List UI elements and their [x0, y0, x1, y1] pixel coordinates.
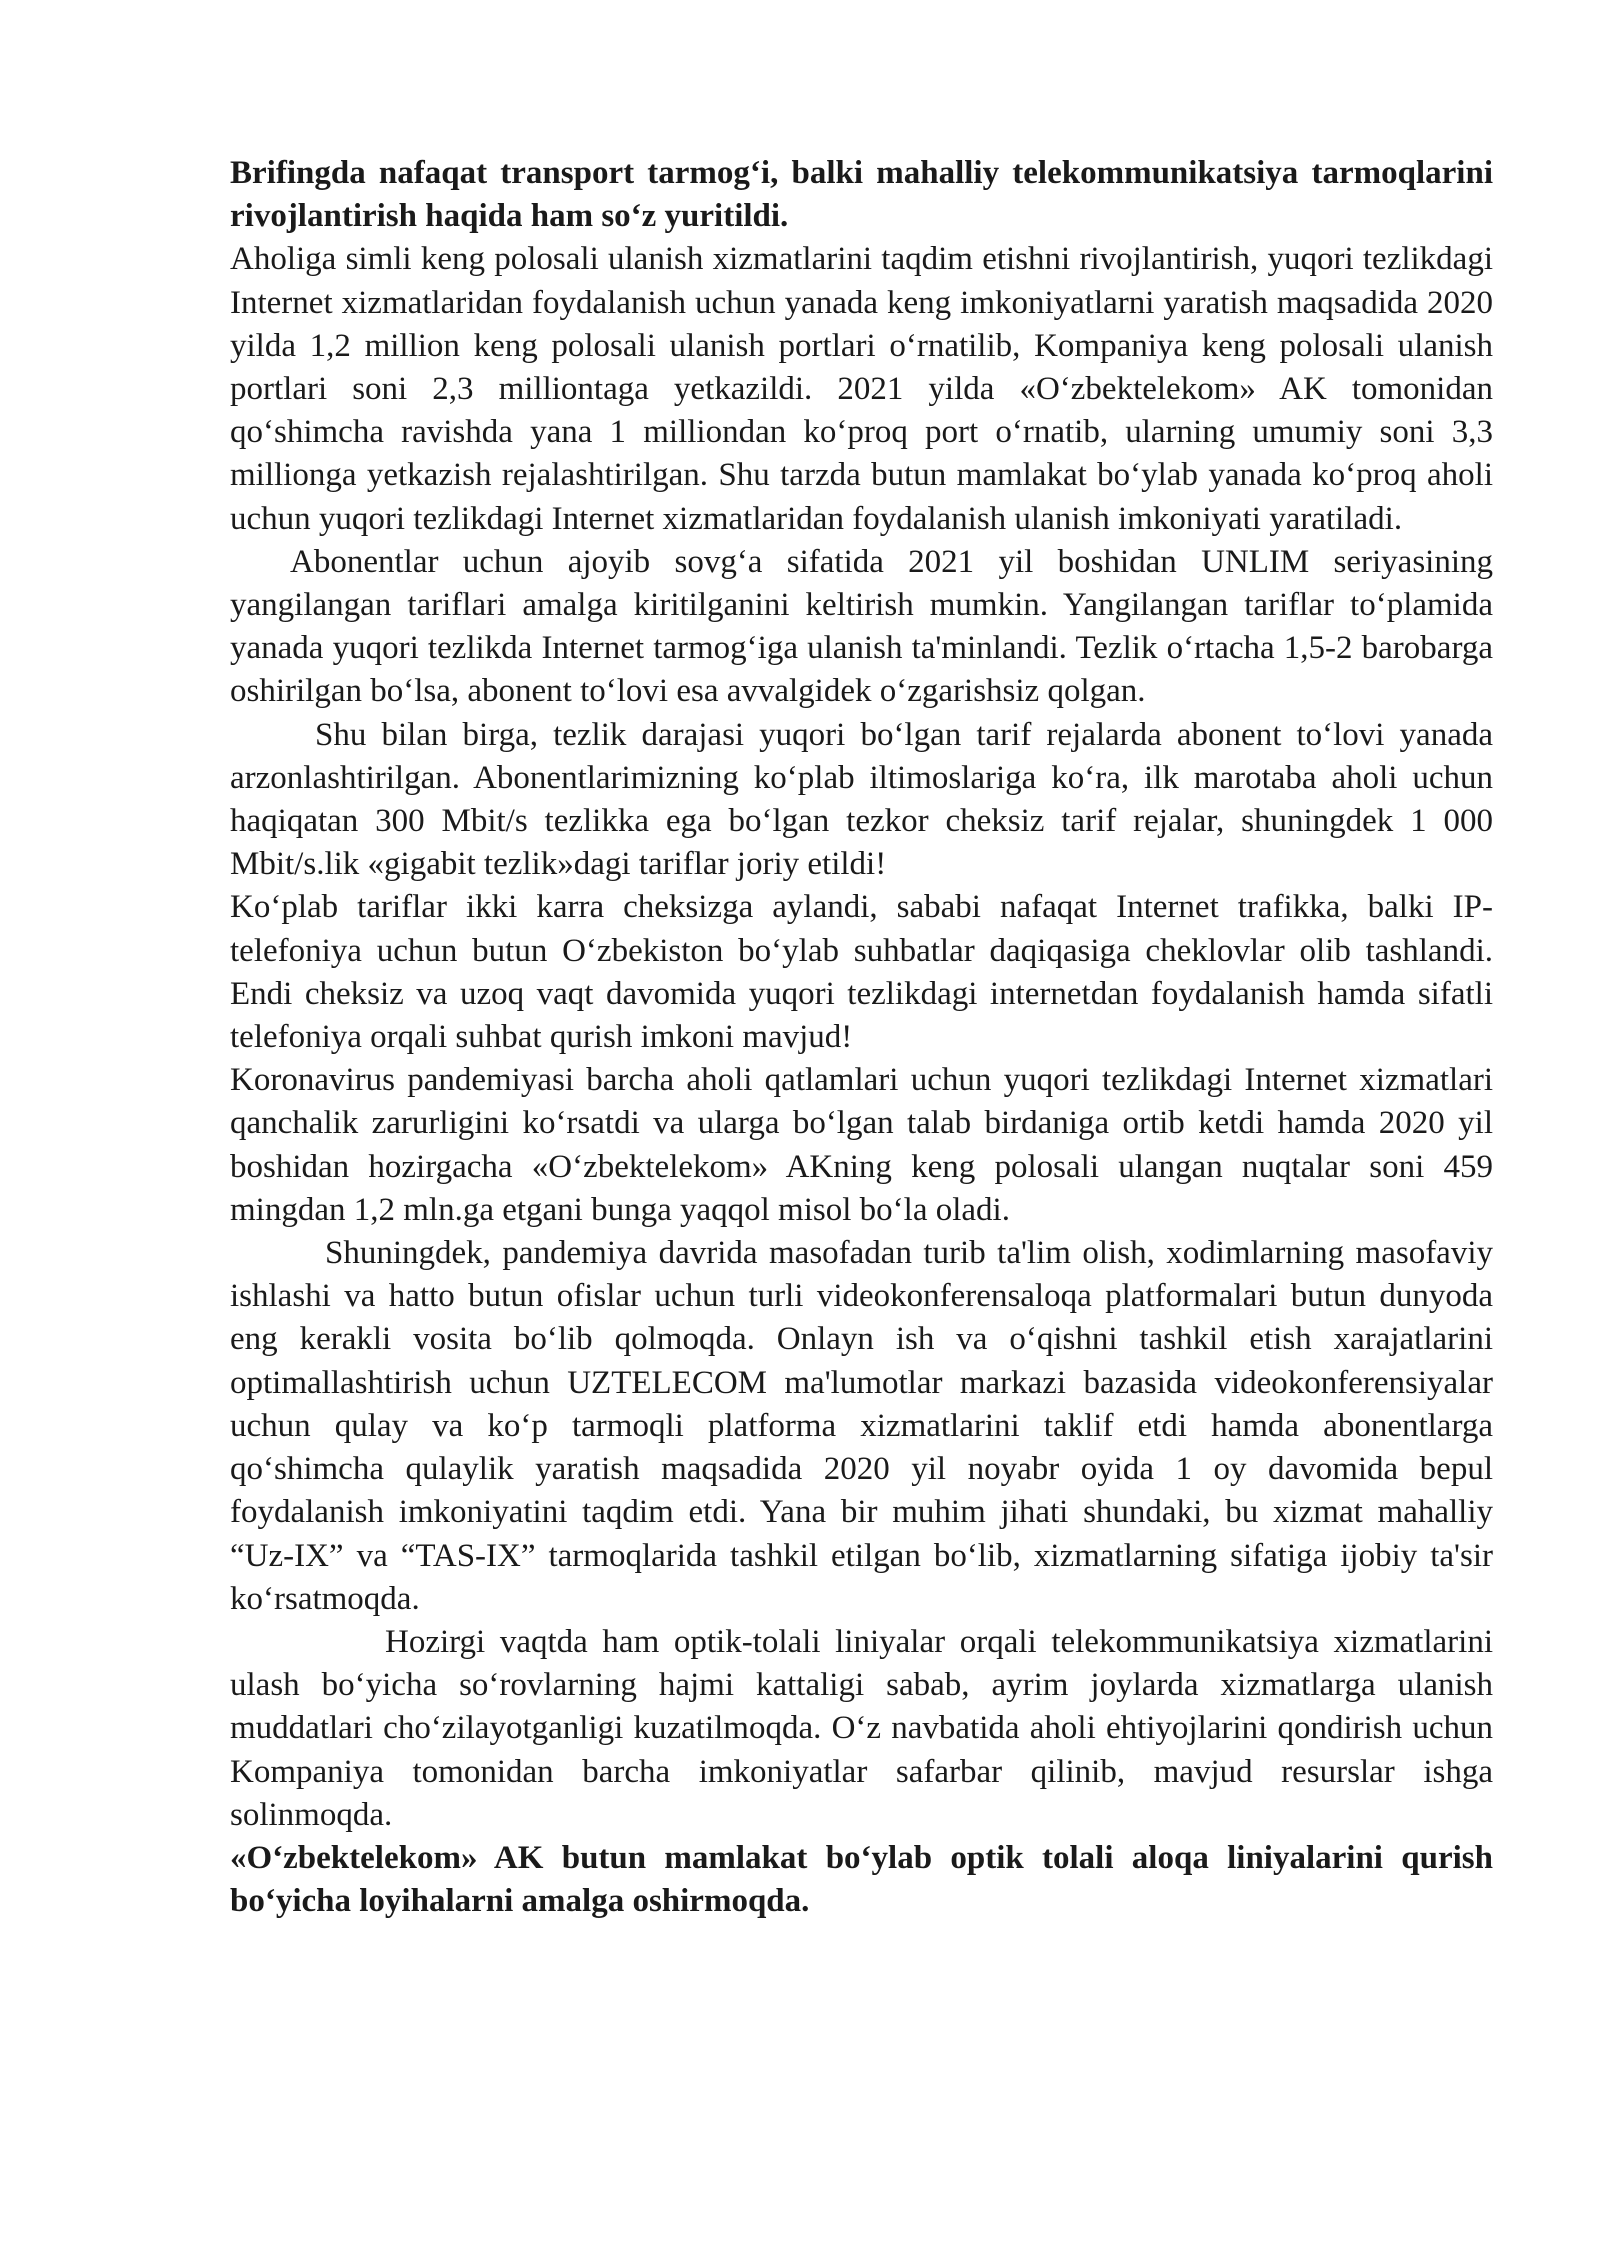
- paragraph-unlimited-tariffs: Ko‘plab tariflar ikki karra cheksizga aylandi, sababi nafaqat Internet trafikka, balki IP-telefoniya uchun butun O‘zbekiston bo‘ylab suhbatlar daqiqasiga cheklovlar olib tashlandi. Endi cheksiz va uzoq vaqt davomida yuqori tezlikdagi internetdan foydalanish hamda sifatli telefoniya orqali suhbat qurish imkoni mavjud!: [230, 889, 1493, 1056]
- paragraph-cheaper-plans: Shu bilan birga, tezlik darajasi yuqori bo‘lgan tarif rejalarda abonent to‘lovi yanada arzonlashtirilgan. Abonentlarimizning ko‘plab iltimoslariga ko‘ra, ilk marotaba aholi uchun haqiqatan 300 Mbit/s tezlikka ega bo‘lgan tezkor cheksiz tarif rejalar, shuningdek 1 000 Mbit/s.lik «gigabit tezlik»dagi tariflar joriy etildi!: [230, 716, 1493, 883]
- paragraph-connection-delays: Hozirgi vaqtda ham optik-tolali liniyalar orqali telekommunikatsiya xizmatlarini ulash bo‘yicha so‘rovlarning hajmi kattaligi sabab, ayrim joylarda xizmatlarga ulanish muddatlari cho‘zilayotganligi kuzatilmoqda. O‘z navbatida aholi ehtiyojlarini qondirish uchun Kompaniya tomonidan barcha imkoniyatlar safarbar qilinib, mavjud resurslar ishga solinmoqda.: [230, 1623, 1493, 1833]
- document-closing: «O‘zbektelekom» AK butun mamlakat bo‘ylab optik tolali aloqa liniyalarini qurish bo‘yicha loyihalarni amalga oshirmoqda.: [230, 1839, 1493, 1920]
- paragraph-videoconference: Shuningdek, pandemiya davrida masofadan turib ta'lim olish, xodimlarning masofaviy ishlashi va hatto butun ofislar uchun turli videokonferensaloqa platformalari butun dunyoda eng kerakli vosita bo‘lib qolmoqda. Onlayn ish va o‘qishni tashkil etish xarajatlarini optimallashtirish uchun UZTELECOM ma'lumotlar markazi bazasida videokonferensiyalar uchun qulay va ko‘p tarmoqli platforma xizmatlarini taklif etdi hamda abonentlarga qo‘shimcha qulaylik yaratish maqsadida 2020 yil noyabr oyida 1 oy davomida bepul foydalanish imkoniyatini taqdim etdi. Yana bir muhim jihati shundaki, bu xizmat mahalliy “Uz-IX” va “TAS-IX” tarmoqlarida tashkil etilgan bo‘lib, xizmatlarning sifatiga ijobiy ta'sir ko‘rsatmoqda.: [230, 1235, 1493, 1617]
- paragraph-unlim-tariffs: Abonentlar uchun ajoyib sovg‘a sifatida 2021 yil boshidan UNLIM seriyasining yangilangan tariflari amalga kiritilganini keltirish mumkin. Yangilangan tariflar to‘plamida yanada yuqori tezlikda Internet tarmog‘iga ulanish ta'minlandi. Tezlik o‘rtacha 1,5-2 barobarga oshirilgan bo‘lsa, abonent to‘lovi esa avvalgidek o‘zgarishsiz qolgan.: [230, 543, 1493, 710]
- paragraph-pandemic-demand: Koronavirus pandemiyasi barcha aholi qatlamlari uchun yuqori tezlikdagi Internet xizmatlari qanchalik zarurligini ko‘rsatdi va ularga bo‘lgan talab birdaniga ortib ketdi hamda 2020 yil boshidan hozirgacha «O‘zbektelekom» AKning keng polosali ulangan nuqtalar soni 459 mingdan 1,2 mln.ga etgani bunga yaqqol misol bo‘la oladi.: [230, 1062, 1493, 1228]
- paragraph-broadband-ports: Aholiga simli keng polosali ulanish xizmatlarini taqdim etishni rivojlantirish, yuqori tezlikdagi Internet xizmatlaridan foydalanish uchun yanada keng imkoniyatlarni yaratish maqsadida 2020 yilda 1,2 million keng polosali ulanish portlari o‘rnatilib, Kompaniya keng polosali ulanish portlari soni 2,3 milliontaga yetkazildi. 2021 yilda «O‘zbektelekom» AK tomonidan qo‘shimcha ravishda yana 1 milliondan ko‘proq port o‘rnatib, ularning umumiy soni 3,3 millionga yetkazish rejalashtirilgan. Shu tarzda butun mamlakat bo‘ylab yanada ko‘proq aholi uchun yuqori tezlikdagi Internet xizmatlaridan foydalanish ulanish imkoniyati yaratiladi.: [230, 241, 1493, 537]
- document-heading: Brifingda nafaqat transport tarmog‘i, balki mahalliy telekommunikatsiya tarmoqlarini rivojlantirish haqida ham so‘z yuritildi.: [230, 155, 1493, 235]
- document-page: [230, 152, 1493, 1923]
